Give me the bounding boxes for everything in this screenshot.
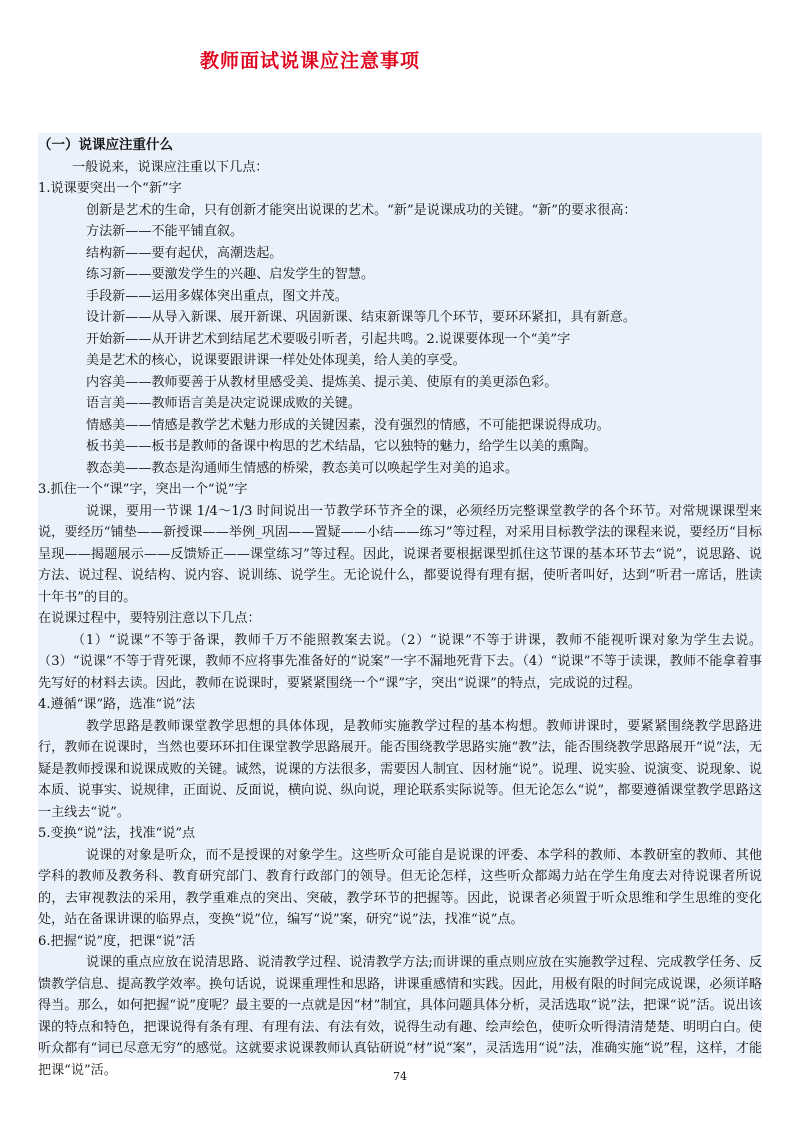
page-title: 教师面试说课应注意事项 (199, 50, 420, 72)
list-item: 开始新——从开讲艺术到结尾艺术要吸引听者，引起共鸣。2.说课要体现一个“美”字 (86, 331, 571, 347)
list-item: 设计新——从导入新课、展开新课、巩固新课、结束新课等几个环节，要环环紧扣，具有新意。 (86, 310, 636, 325)
item-heading-5: 5.变换“说”法，找准“说”点 (38, 826, 196, 841)
item-notes-3: （1）“说课”不等于备课，教师千万不能照教案去说。（2）“说课”不等于讲课，教师不能视听课对象为学生去说。（3）“说课”不等于背死课，教师不应将事先准备好的“说案”一字不漏地死背下去。（4）“说课”不等于读课，教师不能拿着事先写好的材料去读。因此，教师在说课时，要紧紧围绕一个“课”字，突出“说课”的特点，完成说的过程。 (38, 632, 762, 691)
item-subheading-3: 在说课过程中，要特别注意以下几点： (38, 611, 261, 626)
item-paragraph-6: 说课的重点应放在说清思路、说清教学过程、说清教学方法;而讲课的重点则应放在实施教学过程、完成教学任务、反馈教学信息、提高教学效率。换句话说，说课重理性和思路，讲课重感情和实践。因此，用极有限的时间完成说课，必须详略得当。那么，如何把握“说”度呢？最主要的一点就是因“材”制宜，具体问题具体分析，灵活选取“说”法，把课“说”活。说出该课的特点和特色，把课说得有条有理、有理有法、有法有效，说得生动有趣、绘声绘色，使听众听得清清楚楚、明明白白。使听众都有“词已尽意无穷”的感觉。这就要求说课教师认真钻研说“材”说“案”，灵活选用“说”法，准确实施“说”程，这样，才能把课“说”活。 (38, 955, 762, 1078)
item-heading-6: 6.把握“说”度，把课“说”活 (38, 933, 196, 949)
item-paragraph-3: 说课，要用一节课 1/4～1/3 时间说出一节教学环节齐全的课，必须经历完整课堂教学的各个环节。对常规课课型来说，要经历“铺垫——新授课——举例_巩固——置疑——小结——练习”等过程，对采用目标教学法的课程来说，要经历“目标呈现——揭题展示——反馈矫正——课堂练习”等过程。因此，说课者要根据课型抓住这节课的基本环节去“说”，说思路、说方法、说过程、说结构、说内容、说训练、说学生。无论说什么，都要说得有理有据，使听者叫好，达到“听君一席话，胜读十年书”的目的。 (38, 503, 762, 605)
section-heading: （一）说课应注重什么 (38, 137, 173, 153)
list-item: 结构新——要有起伏，高潮迭起。 (86, 245, 283, 261)
page-number: 74 (393, 1070, 407, 1083)
item-paragraph-4: 教学思路是教师课堂教学思想的具体体现，是教师实施教学过程的基本构想。教师讲课时，要紧紧围绕教学思路进行，教师在说课时，当然也要环环扣住课堂教学思路展开。能否围绕教学思路实施“教”法，能否围绕教学思路展开“说”法，无疑是教师授课和说课成败的关键。诚然，说课的方法很多，需要因人制宜、因材施“说”。说理、说实验、说演变、说现象、说本质、说事实、说规律，正面说、反面说，横向说、纵向说，理论联系实际说等。但无论怎么“说”，都要遵循课堂教学思路这一主线去“说”。 (38, 718, 762, 820)
item-heading-1: 1.说课要突出一个“新”字 (38, 181, 182, 196)
list-item: 板书美——板书是教师的备课中构思的艺术结晶，它以独特的魅力，给学生以美的熏陶。 (86, 439, 597, 454)
section-intro: 一般说来，说课应注重以下几点： (72, 159, 269, 175)
list-item: 内容美——教师要善于从教材里感受美、提炼美、提示美、使原有的美更添色彩。 (86, 374, 558, 390)
item-lead-1: 创新是艺术的生命，只有创新才能突出说课的艺术。“新”是说课成功的关键。“新”的要求很高： (86, 202, 637, 218)
list-item: 情感美——情感是教学艺术魅力形成的关键因素，没有强烈的情感，不可能把课说得成功。 (86, 417, 610, 433)
list-item: 美是艺术的核心，说课要跟讲课一样处处体现美，给人美的享受。 (86, 353, 466, 368)
list-item: 方法新——不能平铺直叙。 (86, 224, 244, 239)
item-heading-3: 3.抓住一个“课”字，突出一个“说”字 (38, 482, 248, 497)
list-item: 手段新——运用多媒体突出重点，图文并茂。 (86, 288, 348, 304)
list-item: 语言美——教师语言美是决定说课成败的关键。 (86, 396, 361, 411)
list-item: 教态美——教态是沟通师生情感的桥梁，教态美可以唤起学生对美的追求。 (86, 460, 519, 476)
list-item: 练习新——要激发学生的兴趣、启发学生的智慧。 (86, 267, 375, 282)
item-paragraph-5: 说课的对象是听众，而不是授课的对象学生。这些听众可能自是说课的评委、本学科的教师、本教研室的教师、其他学科的教师及教务科、教育研究部门、教育行政部门的领导。但无论怎样，这些听众都竭力站在学生角度去对待说课者所说的，去审视教法的采用，教学重难点的突出、突破，教学环节的把握等。因此，说课者必须置于听众思维和学生思维的变化处，站在备课讲课的临界点，变换“说”位，编写“说”案，研究“说”法，找准“说”点。 (38, 847, 762, 927)
item-heading-4: 4.遵循“课”路，选准“说”法 (38, 697, 196, 712)
